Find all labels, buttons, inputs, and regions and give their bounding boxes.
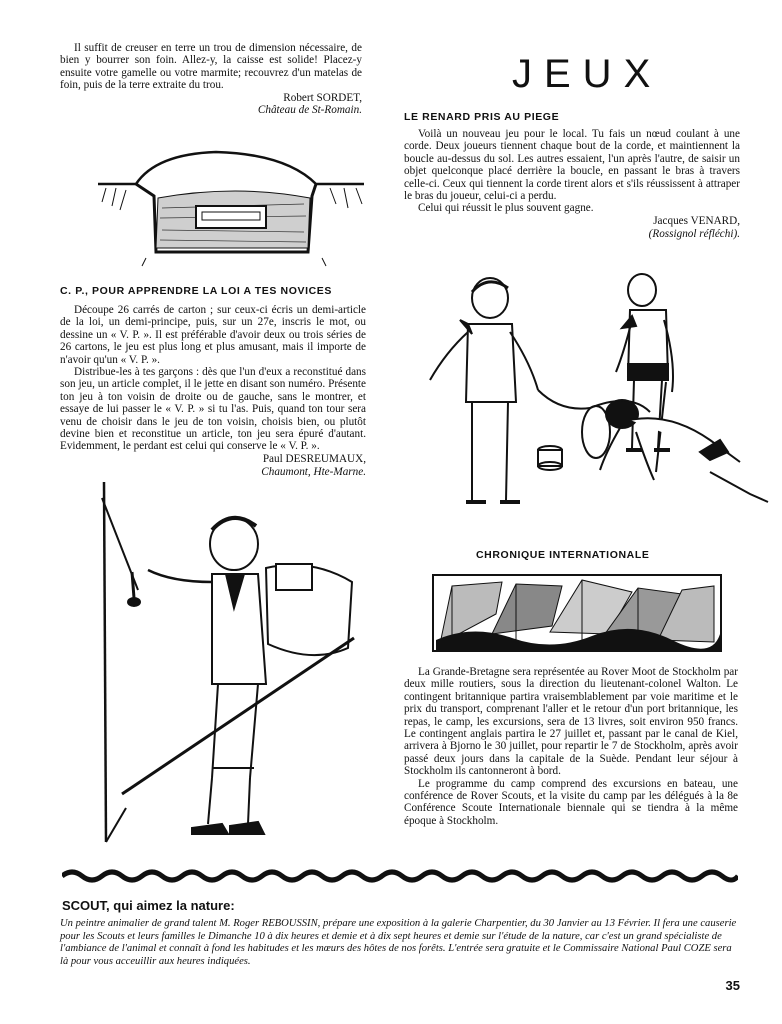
footer-text: Un peintre animalier de grand talent M. Roger REBOUSSIN, prépare une exposition à la galerie Charpentier, du 30 Janvier au 13 Février. Il fera une causerie pour les Scouts et leurs familles le Dimanche 10 à dix heures et demie et à dix sept heures et demie sur l'étude de la nature, car c'est un grand spécialiste de l'ambiance de l'animal et connaît à fond les habitudes et les mœurs des hôtes de nos forêts. L'entrée sera gratuite et le Commissaire National Paul COZE sera là pour vous acceuillir aux heures indiquées. [60, 918, 737, 967]
chronique-paragraph-1: La Grande-Bretagne sera représentée au Rover Moot de Stockholm par deux mille routiers, sous la direction du lieutenant-colonel Walton. Le contingent britannique partira vraisemblablement par voie maritime et le prix du transport, comprenant l'aller et le retour d'un port britannique, les repas, le camp, les excursions, sera de 13 livres, soit environ 950 francs. Le contingent anglais partira le 27 juillet et, passant par le canal de Kiel, arrivera à Bjorno le 30 juillet, pour repartir le 7 de Stockholm, après avoir passé deux jours dans la capitale de la Suède. Pendant leur séjour à Stockholm ils cantonneront à bord. [404, 666, 738, 778]
renard-place: (Rossignol réfléchi). [648, 227, 740, 240]
hole-signature [60, 92, 362, 118]
renard-paragraph-2: Celui qui réussit le plus souvent gagne. [418, 202, 594, 215]
hole-author: Robert SORDET, [283, 91, 362, 104]
hole-paragraph: Il suffit de creuser en terre un trou de dimension nécessaire, de bien y bourrer son foin. Allez-y, la caisse est solide! Placez-y ensuite votre gamelle ou votre marmite; recouvrez d'un matelas de foin, puis de la terre extraite du trou. [60, 42, 362, 92]
loi-heading: C. P., POUR APPRENDRE LA LOI A TES NOVICES [60, 285, 332, 297]
renard-column [404, 128, 740, 240]
footer-title: SCOUT, qui aimez la nature: [62, 898, 235, 913]
chronique-column [404, 666, 738, 827]
hay-box-illustration [96, 148, 366, 268]
wavy-divider [62, 866, 738, 886]
loi-author: Paul DESREUMAUX, [262, 452, 366, 465]
loi-paragraph-2: Distribue-les à tes garçons : dès que l'un d'eux a reconstitué dans son jeu, un article complet, il le jette en disant son numéro. Présente ton jeu à ton voisin de droite ou de gauche, sans le montrer, et essaye de lui passer le « V. P. » si tu l'as. Puis, quand ton tour sera venu de choisir dans le jeu de ton voisin, choisis bien, ou plutôt devine bien et reconstitue un article, ton jeu sera épuré d'autant. Evidemment, le perdant est celui qui conserve le « V. P. ». [60, 366, 366, 453]
loi-column [60, 304, 366, 478]
scout-boy-illustration [62, 478, 382, 850]
renard-author: Jacques VENARD, [653, 214, 740, 227]
chronique-paragraph-2: Le programme du camp comprend des excursions en bateau, une conférence de Rover Scouts, et la visite du camp par les délégués à la 8e Conférence Scoute Internationale biennale qui se tiendra à la même époque à Stockholm. [404, 777, 738, 827]
fox-trap-game-illustration [410, 272, 770, 512]
loi-place: Chaumont, Hte-Marne. [261, 465, 366, 478]
page-title: JEUX [512, 52, 663, 96]
flags-banner-illustration [432, 574, 722, 652]
renard-heading: LE RENARD PRIS AU PIEGE [404, 111, 560, 123]
hole-column [60, 42, 362, 117]
page-number: 35 [725, 978, 740, 993]
renard-signature [404, 215, 740, 241]
chronique-heading: CHRONIQUE INTERNATIONALE [476, 549, 650, 561]
loi-signature [60, 453, 366, 479]
loi-paragraph-1: Découpe 26 carrés de carton ; sur ceux-ci écris un demi-article de la loi, un demi-principe, puis, sur un 27e, inscris le mot, ou dessine un « V. P. ». Il est préférable d'avoir deux ou trois séries de 26 cartons, le jeu est plus long et plus amusant, mais il importe de n'avoir qu'un « V. P. ». [60, 304, 366, 366]
renard-paragraph-1: Voilà un nouveau jeu pour le local. Tu fais un nœud coulant à une corde. Deux joueurs tiennent chaque bout de la corde, et maintiennent la boucle au-dessus du sol. Les autres essaient, l'un après l'autre, de saisir un objet quelconque placé derrière la boucle, en passant le bras à travers celle-ci. Ceux qui tiennent la corde tirent alors et s'ils réussissent à attraper le bras du joueur, celui-ci a perdu. [404, 128, 740, 203]
hole-place: Château de St-Romain. [257, 104, 362, 117]
